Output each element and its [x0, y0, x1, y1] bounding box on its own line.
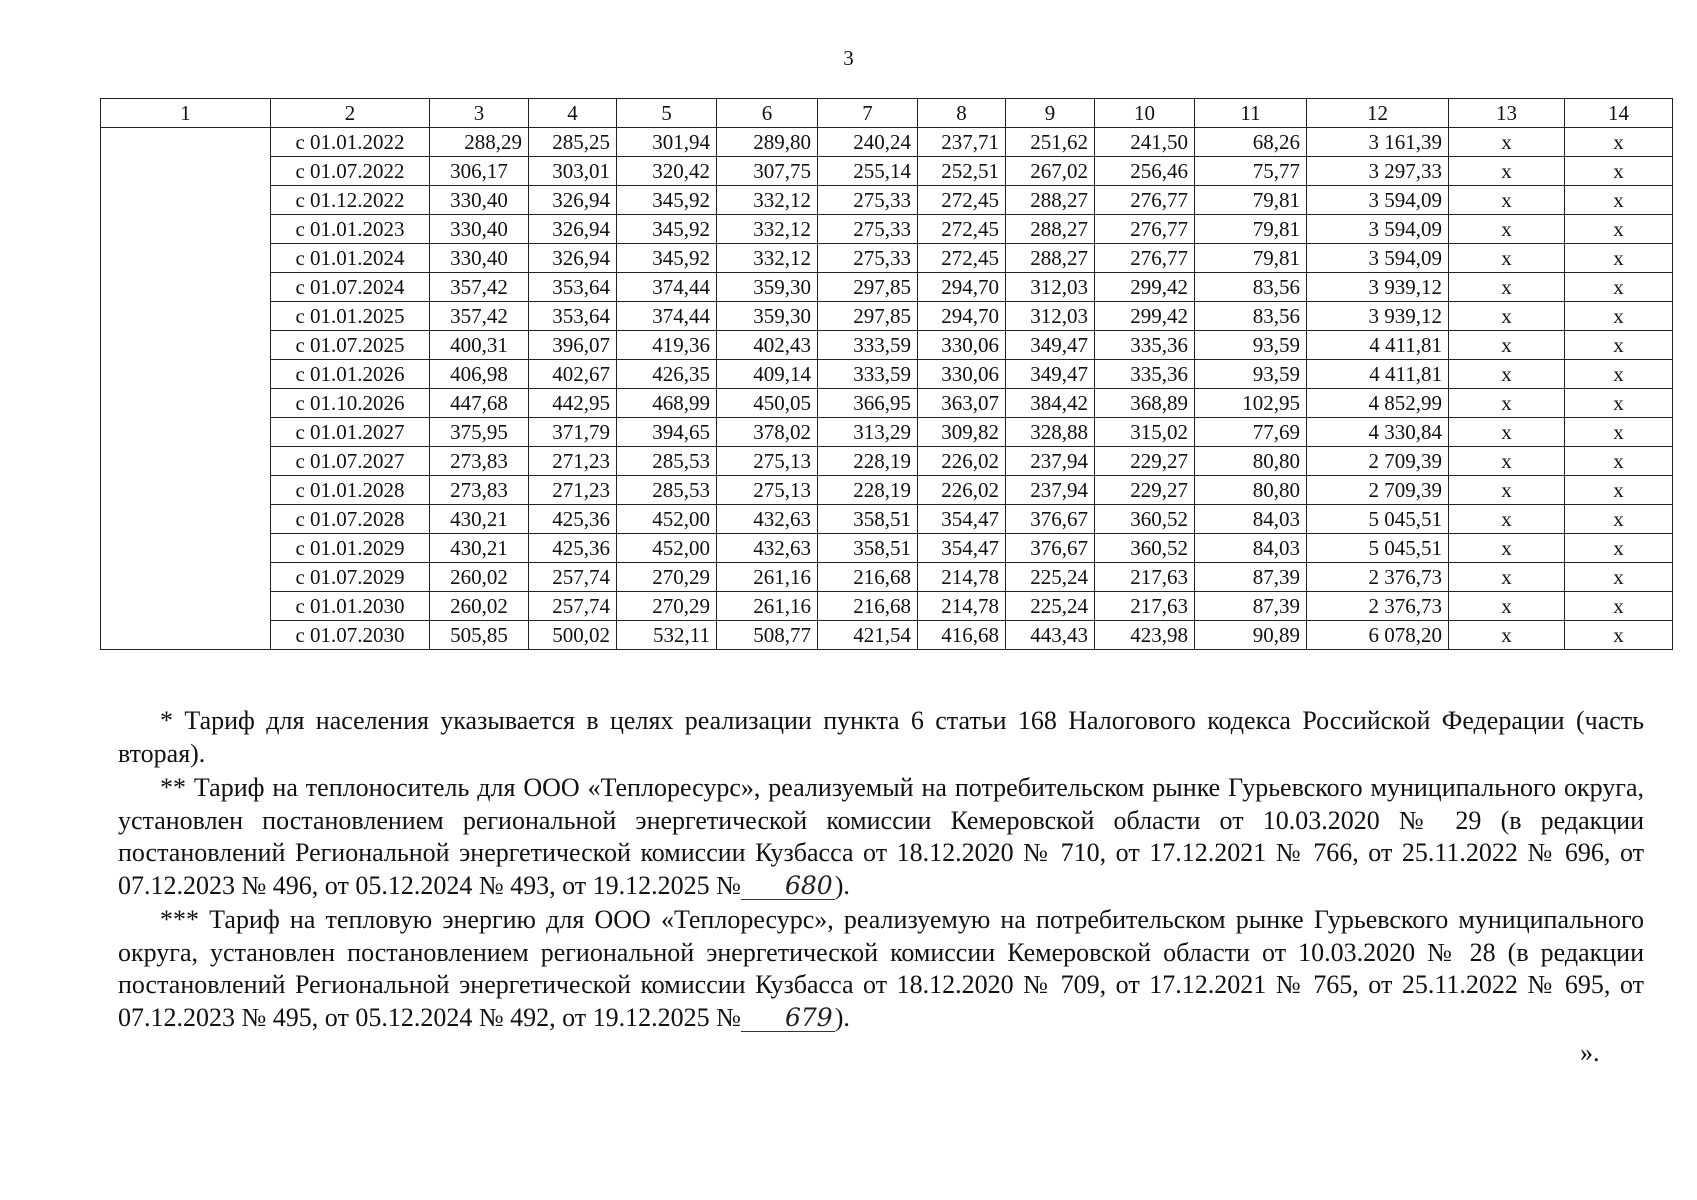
table-cell: 225,24 [1006, 563, 1095, 592]
table-cell-period: с 01.12.2022 [271, 186, 430, 215]
table-cell: 358,51 [818, 534, 918, 563]
closing-quote: ». [1580, 1038, 1600, 1067]
table-cell: 332,12 [717, 215, 818, 244]
table-cell: 260,02 [430, 592, 529, 621]
table-cell: 419,36 [617, 331, 717, 360]
table-cell: 406,98 [430, 360, 529, 389]
table-row [101, 128, 1673, 157]
table-cell: 3 939,12 [1307, 273, 1449, 302]
table-cell: 272,45 [918, 186, 1006, 215]
table-cell: 421,54 [818, 621, 918, 650]
table-cell: 313,29 [818, 418, 918, 447]
table-cell: 275,33 [818, 244, 918, 273]
column-header: 4 [529, 99, 617, 128]
table-cell: 251,62 [1006, 128, 1095, 157]
table-cell: 93,59 [1195, 360, 1307, 389]
table-cell: 430,21 [430, 505, 529, 534]
table-cell: 345,92 [617, 244, 717, 273]
table-cell: 252,51 [918, 157, 1006, 186]
table-cell: 368,89 [1095, 389, 1195, 418]
table-cell: 5 045,51 [1307, 534, 1449, 563]
table-cell: x [1565, 389, 1673, 418]
footnote-heat-carrier-tariff: ** Тариф на теплоноситель для ООО «Теплоресурс», реализуемый на потребительском рынке Гурьевского муниципального округа, установлен постановлением региональной энергетической комиссии Кемеровской области от 10.03.2020 № 29 (в редакции постановлений Региональной энергетической комиссии Кузбасса от 18.12.2020 № 710, от 17.12.2021 № 766, от 25.11.2022 № 696, от 07.12.2023 № 496, от 05.12.2024 № 493, от 19.12.2025 № 680). [118, 773, 1644, 900]
table-cell: 297,85 [818, 273, 918, 302]
table-cell: 276,77 [1095, 244, 1195, 273]
table-cell: 303,01 [529, 157, 617, 186]
table-cell: 358,51 [818, 505, 918, 534]
table-cell: 271,23 [529, 447, 617, 476]
table-cell: 443,43 [1006, 621, 1095, 650]
table-row [101, 360, 1673, 389]
table-cell: 226,02 [918, 447, 1006, 476]
table-cell: 276,77 [1095, 186, 1195, 215]
table-cell: 272,45 [918, 215, 1006, 244]
table-cell-period: с 01.07.2024 [271, 273, 430, 302]
table-cell: 2 709,39 [1307, 476, 1449, 505]
table-cell: 301,94 [617, 128, 717, 157]
table-row [101, 447, 1673, 476]
table-cell: x [1565, 621, 1673, 650]
table-cell: 285,25 [529, 128, 617, 157]
table-cell: 375,95 [430, 418, 529, 447]
table-cell: 432,63 [717, 505, 818, 534]
table-cell: 297,85 [818, 302, 918, 331]
table-cell: 241,50 [1095, 128, 1195, 157]
table-cell: 328,88 [1006, 418, 1095, 447]
column-header: 9 [1006, 99, 1095, 128]
table-cell: x [1449, 215, 1565, 244]
table-cell: 452,00 [617, 505, 717, 534]
footnote-heat-energy-tariff: *** Тариф на тепловую энергию для ООО «Теплоресурс», реализуемую на потребительском рынке Гурьевского муниципального округа, установлен постановлением региональной энергетической комиссии Кемеровской области от 10.03.2020 № 28 (в редакции постановлений Региональной энергетической комиссии Кузбасса от 18.12.2020 № 709, от 17.12.2021 № 765, от 25.11.2022 № 695, от 07.12.2023 № 495, от 05.12.2024 № 492, от 19.12.2025 № 679). [118, 905, 1644, 1032]
table-cell: 228,19 [818, 447, 918, 476]
table-cell: 320,42 [617, 157, 717, 186]
table-cell: 83,56 [1195, 302, 1307, 331]
table-cell: 394,65 [617, 418, 717, 447]
table-cell: 3 594,09 [1307, 244, 1449, 273]
table-cell: x [1449, 563, 1565, 592]
table-cell: 228,19 [818, 476, 918, 505]
handwritten-number: 679 [741, 1005, 835, 1032]
table-cell: 376,67 [1006, 534, 1095, 563]
table-cell: 214,78 [918, 563, 1006, 592]
table-cell: 255,14 [818, 157, 918, 186]
table-row [101, 476, 1673, 505]
table-cell-period: с 01.01.2023 [271, 215, 430, 244]
table-cell: 285,53 [617, 447, 717, 476]
table-cell: x [1449, 128, 1565, 157]
table-cell: 326,94 [529, 215, 617, 244]
table-cell: 402,67 [529, 360, 617, 389]
table-cell-period: с 01.07.2027 [271, 447, 430, 476]
table-cell: 360,52 [1095, 505, 1195, 534]
table-row [101, 389, 1673, 418]
table-cell: 4 411,81 [1307, 360, 1449, 389]
table-cell: 270,29 [617, 563, 717, 592]
table-cell: 288,29 [430, 128, 529, 157]
table-cell: x [1449, 621, 1565, 650]
table-cell: 294,70 [918, 273, 1006, 302]
table-cell: 345,92 [617, 186, 717, 215]
table-cell: 315,02 [1095, 418, 1195, 447]
table-cell-period: с 01.01.2028 [271, 476, 430, 505]
column-header: 11 [1195, 99, 1307, 128]
table-cell: 452,00 [617, 534, 717, 563]
table-row [101, 215, 1673, 244]
table-cell: 226,02 [918, 476, 1006, 505]
table-row [101, 505, 1673, 534]
table-cell: 83,56 [1195, 273, 1307, 302]
table-cell: 84,03 [1195, 505, 1307, 534]
table-cell: x [1449, 157, 1565, 186]
table-cell: 468,99 [617, 389, 717, 418]
table-cell-period: с 01.10.2026 [271, 389, 430, 418]
table-cell: 363,07 [918, 389, 1006, 418]
table-cell: x [1565, 244, 1673, 273]
table-cell: 409,14 [717, 360, 818, 389]
table-cell: 271,23 [529, 476, 617, 505]
table-cell: 6 078,20 [1307, 621, 1449, 650]
table-cell: 216,68 [818, 563, 918, 592]
table-cell: 508,77 [717, 621, 818, 650]
table-cell: x [1565, 128, 1673, 157]
table-cell: 260,02 [430, 563, 529, 592]
table-cell: 423,98 [1095, 621, 1195, 650]
table-cell: 276,77 [1095, 215, 1195, 244]
column-header: 13 [1449, 99, 1565, 128]
table-cell: 505,85 [430, 621, 529, 650]
table-cell: 335,36 [1095, 331, 1195, 360]
column-header: 6 [717, 99, 818, 128]
table-cell: 237,71 [918, 128, 1006, 157]
table-cell: 225,24 [1006, 592, 1095, 621]
table-cell-period: с 01.07.2028 [271, 505, 430, 534]
table-cell: 288,27 [1006, 244, 1095, 273]
table-row [101, 273, 1673, 302]
table-row [101, 563, 1673, 592]
page-number: 3 [843, 46, 854, 70]
table-cell: 330,40 [430, 215, 529, 244]
table-cell: 294,70 [918, 302, 1006, 331]
table-cell: 256,46 [1095, 157, 1195, 186]
column-header: 14 [1565, 99, 1673, 128]
table-cell: x [1565, 447, 1673, 476]
table-cell: 432,63 [717, 534, 818, 563]
table-cell: 87,39 [1195, 592, 1307, 621]
table-cell: 330,40 [430, 244, 529, 273]
table-cell: 3 297,33 [1307, 157, 1449, 186]
table-cell-period: с 01.01.2027 [271, 418, 430, 447]
table-cell: x [1565, 476, 1673, 505]
table-cell: 3 594,09 [1307, 186, 1449, 215]
table-cell: 79,81 [1195, 215, 1307, 244]
table-cell: 3 939,12 [1307, 302, 1449, 331]
table-cell: 330,06 [918, 331, 1006, 360]
table-cell: 217,63 [1095, 563, 1195, 592]
table-cell: 216,68 [818, 592, 918, 621]
table-cell: 272,45 [918, 244, 1006, 273]
table-cell: 2 376,73 [1307, 592, 1449, 621]
footnote-population-tariff: * Тариф для населения указывается в целях реализации пункта 6 статьи 168 Налогового кодекса Российской Федерации (часть вторая). [118, 706, 1644, 768]
table-cell: 360,52 [1095, 534, 1195, 563]
table-cell: 345,92 [617, 215, 717, 244]
table-cell: 442,95 [529, 389, 617, 418]
table-cell: 450,05 [717, 389, 818, 418]
table-cell: x [1449, 447, 1565, 476]
table-cell: 93,59 [1195, 331, 1307, 360]
table-cell-period: с 01.07.2022 [271, 157, 430, 186]
table-cell: 285,53 [617, 476, 717, 505]
table-cell: 426,35 [617, 360, 717, 389]
table-cell: 359,30 [717, 273, 818, 302]
table-cell: 257,74 [529, 592, 617, 621]
table-cell: x [1565, 186, 1673, 215]
table-cell: 359,30 [717, 302, 818, 331]
table-cell: x [1449, 360, 1565, 389]
table-cell: 237,94 [1006, 476, 1095, 505]
table-cell: 4 852,99 [1307, 389, 1449, 418]
table-cell: 90,89 [1195, 621, 1307, 650]
table-cell: 275,13 [717, 476, 818, 505]
table-cell: 229,27 [1095, 447, 1195, 476]
table-cell: x [1565, 302, 1673, 331]
table-cell: 353,64 [529, 273, 617, 302]
table-cell: 330,06 [918, 360, 1006, 389]
table-cell: 333,59 [818, 331, 918, 360]
table-cell: 87,39 [1195, 563, 1307, 592]
table-cell: 2 709,39 [1307, 447, 1449, 476]
table-cell: 306,17 [430, 157, 529, 186]
table-cell: 500,02 [529, 621, 617, 650]
table-cell-period: с 01.01.2025 [271, 302, 430, 331]
table-cell: 288,27 [1006, 215, 1095, 244]
table-cell: x [1449, 389, 1565, 418]
table-cell: x [1449, 244, 1565, 273]
table-cell: x [1565, 505, 1673, 534]
table-cell: 4 411,81 [1307, 331, 1449, 360]
table-cell: 273,83 [430, 476, 529, 505]
table-cell: 400,31 [430, 331, 529, 360]
table-cell-period: с 01.07.2030 [271, 621, 430, 650]
table-cell: 261,16 [717, 563, 818, 592]
table-cell: 335,36 [1095, 360, 1195, 389]
table-cell: 214,78 [918, 592, 1006, 621]
table-cell: x [1449, 186, 1565, 215]
table-cell: 309,82 [918, 418, 1006, 447]
table-cell: 374,44 [617, 273, 717, 302]
table-row [101, 186, 1673, 215]
table-row [101, 534, 1673, 563]
table-row [101, 592, 1673, 621]
table-cell: 332,12 [717, 244, 818, 273]
table-cell: 447,68 [430, 389, 529, 418]
column-header: 2 [271, 99, 430, 128]
table-cell: 396,07 [529, 331, 617, 360]
table-cell: x [1449, 302, 1565, 331]
table-cell: 532,11 [617, 621, 717, 650]
table-cell: 312,03 [1006, 273, 1095, 302]
table-cell: 217,63 [1095, 592, 1195, 621]
table-cell: x [1449, 273, 1565, 302]
column-header: 1 [101, 99, 271, 128]
table-cell-period: с 01.01.2022 [271, 128, 430, 157]
column-header: 5 [617, 99, 717, 128]
table-cell: x [1565, 360, 1673, 389]
table-cell: 270,29 [617, 592, 717, 621]
table-cell: 333,59 [818, 360, 918, 389]
column-header: 3 [430, 99, 529, 128]
table-cell: 430,21 [430, 534, 529, 563]
table-cell-empty [101, 128, 271, 650]
table-cell: 312,03 [1006, 302, 1095, 331]
table-row [101, 418, 1673, 447]
table-cell: 267,02 [1006, 157, 1095, 186]
table-cell: 5 045,51 [1307, 505, 1449, 534]
tariff-table [100, 98, 1673, 650]
table-row [101, 244, 1673, 273]
table-cell: 307,75 [717, 157, 818, 186]
table-cell: 354,47 [918, 534, 1006, 563]
table-cell: x [1449, 592, 1565, 621]
table-cell: x [1565, 418, 1673, 447]
table-cell: 353,64 [529, 302, 617, 331]
table-cell-period: с 01.01.2024 [271, 244, 430, 273]
table-cell: 289,80 [717, 128, 818, 157]
footnotes [118, 705, 1644, 1036]
table-cell-period: с 01.07.2029 [271, 563, 430, 592]
table-cell: 366,95 [818, 389, 918, 418]
table-cell: 349,47 [1006, 360, 1095, 389]
table-cell: 354,47 [918, 505, 1006, 534]
table-cell: 330,40 [430, 186, 529, 215]
table-cell: x [1565, 157, 1673, 186]
table-cell: 229,27 [1095, 476, 1195, 505]
table-cell: 332,12 [717, 186, 818, 215]
table-cell: 326,94 [529, 186, 617, 215]
table-cell: 416,68 [918, 621, 1006, 650]
table-cell: 357,42 [430, 302, 529, 331]
column-header: 7 [818, 99, 918, 128]
table-cell: 80,80 [1195, 447, 1307, 476]
table-cell: 3 594,09 [1307, 215, 1449, 244]
table-cell-period: с 01.01.2026 [271, 360, 430, 389]
table-cell: x [1565, 534, 1673, 563]
table-cell: 75,77 [1195, 157, 1307, 186]
table-cell-period: с 01.01.2029 [271, 534, 430, 563]
table-cell: 68,26 [1195, 128, 1307, 157]
table-cell: x [1449, 476, 1565, 505]
table-cell: 4 330,84 [1307, 418, 1449, 447]
table-cell: 371,79 [529, 418, 617, 447]
table-cell: 349,47 [1006, 331, 1095, 360]
column-header: 8 [918, 99, 1006, 128]
table-cell: 275,33 [818, 186, 918, 215]
table-cell: 102,95 [1195, 389, 1307, 418]
table-cell: 374,44 [617, 302, 717, 331]
column-header: 12 [1307, 99, 1449, 128]
table-cell: x [1449, 418, 1565, 447]
table-cell: 79,81 [1195, 244, 1307, 273]
table-cell: 376,67 [1006, 505, 1095, 534]
column-header: 10 [1095, 99, 1195, 128]
table-cell: 261,16 [717, 592, 818, 621]
table-cell: 273,83 [430, 447, 529, 476]
table-cell-period: с 01.01.2030 [271, 592, 430, 621]
table-row [101, 621, 1673, 650]
table-cell: 425,36 [529, 534, 617, 563]
table-cell-period: с 01.07.2025 [271, 331, 430, 360]
table-cell: x [1565, 592, 1673, 621]
table-cell: 299,42 [1095, 302, 1195, 331]
table-header-row [101, 99, 1673, 128]
table-cell: x [1565, 331, 1673, 360]
table-cell: 3 161,39 [1307, 128, 1449, 157]
table-cell: 77,69 [1195, 418, 1307, 447]
table-cell: x [1565, 563, 1673, 592]
table-cell: x [1565, 273, 1673, 302]
table-cell: x [1449, 505, 1565, 534]
table-cell: x [1449, 331, 1565, 360]
table-row [101, 157, 1673, 186]
table-cell: 402,43 [717, 331, 818, 360]
table-cell: x [1565, 215, 1673, 244]
table-row [101, 331, 1673, 360]
table-cell: 275,33 [818, 215, 918, 244]
handwritten-number: 680 [741, 873, 835, 900]
table-cell: 288,27 [1006, 186, 1095, 215]
table-cell: 425,36 [529, 505, 617, 534]
table-cell: 299,42 [1095, 273, 1195, 302]
table-body [101, 128, 1673, 650]
table-cell: 240,24 [818, 128, 918, 157]
table-cell: 79,81 [1195, 186, 1307, 215]
table-cell: 80,80 [1195, 476, 1307, 505]
table-cell: 2 376,73 [1307, 563, 1449, 592]
table-cell: 257,74 [529, 563, 617, 592]
table-cell: 275,13 [717, 447, 818, 476]
table-cell: 384,42 [1006, 389, 1095, 418]
table-cell: x [1449, 534, 1565, 563]
table-cell: 237,94 [1006, 447, 1095, 476]
table-cell: 326,94 [529, 244, 617, 273]
table-row [101, 302, 1673, 331]
table-cell: 357,42 [430, 273, 529, 302]
table-cell: 378,02 [717, 418, 818, 447]
table-cell: 84,03 [1195, 534, 1307, 563]
